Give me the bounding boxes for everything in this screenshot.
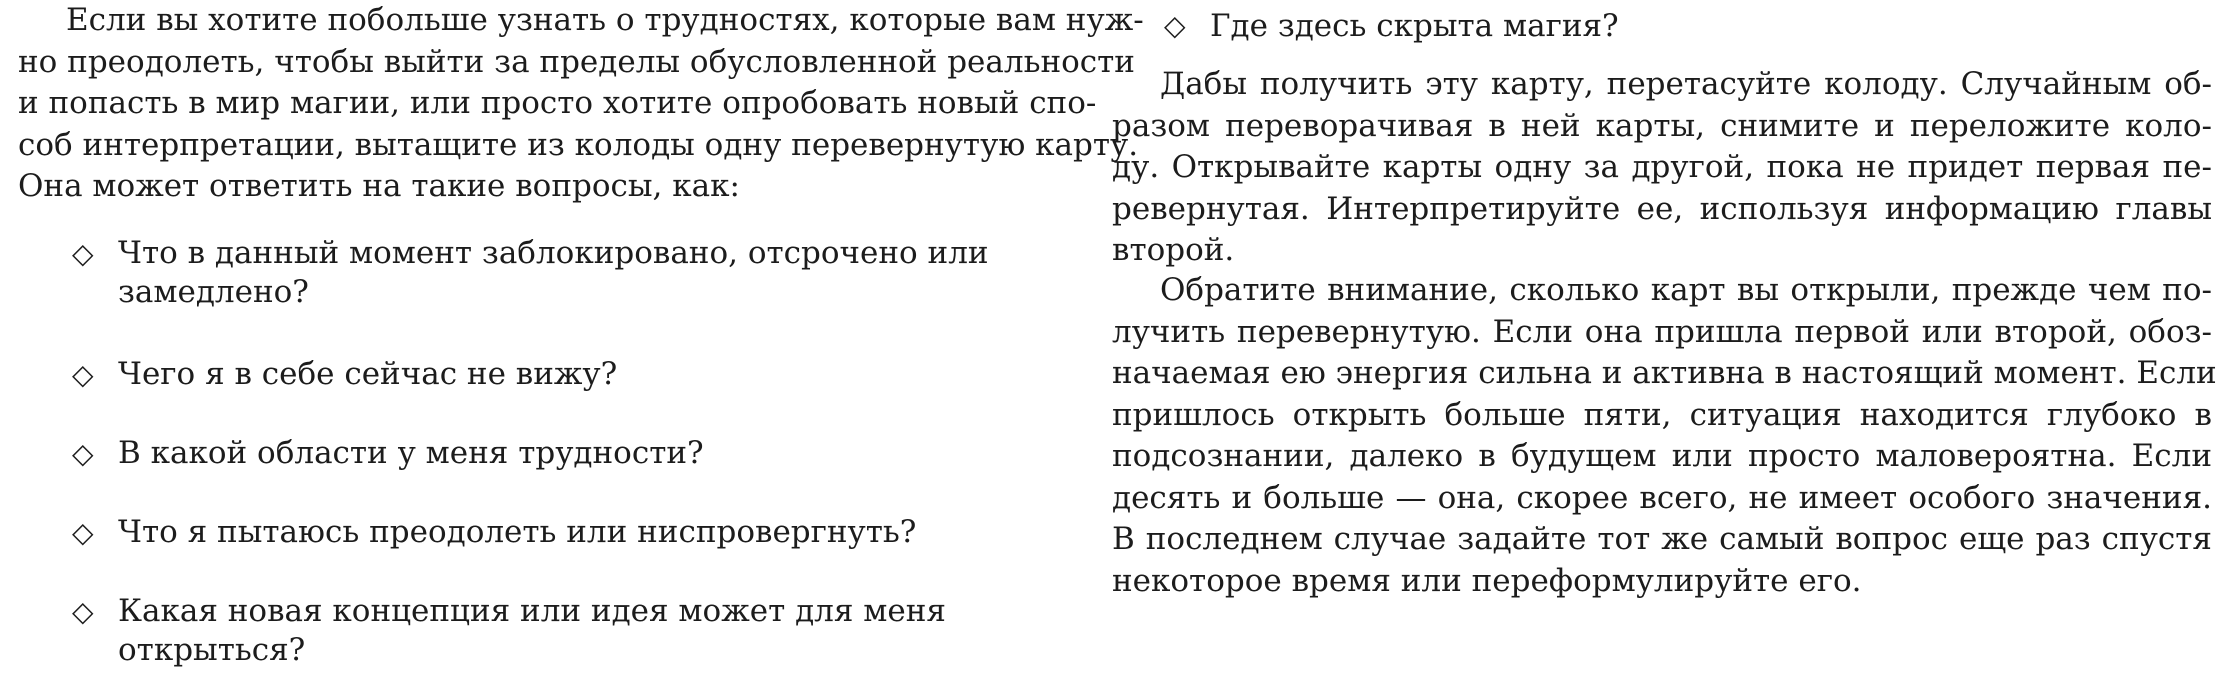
bullet-text <box>118 234 989 312</box>
diamond-bullet-icon: ◇ <box>72 516 94 549</box>
text-line: Если вы хотите побольше узнать о трудностях, которые вам нуж- <box>66 2 1144 38</box>
text-line: но преодолеть, чтобы выйти за пределы обусловленной реальности <box>18 43 1135 80</box>
text-line: и попасть в мир магии, или просто хотите опробовать новый спо- <box>18 85 1097 121</box>
bullet-line: В какой области у меня трудности? <box>118 435 704 471</box>
text-line: Обратите внимание, сколько карт вы открыли, прежде чем по- <box>1160 272 2212 308</box>
text-line: некоторое время или переформулируйте его. <box>1112 562 1862 599</box>
bullet-line: замедлено? <box>118 274 309 310</box>
bullet-text <box>118 434 704 473</box>
text-line: десять и больше — она, скорее всего, не имеет особого значения. <box>1112 479 2212 516</box>
bullet-line: Чего я в себе сейчас не вижу? <box>118 356 618 392</box>
intro-paragraph <box>18 0 1144 208</box>
text-line: начаемая ею энергия сильна и активна в настоящий момент. Если <box>1112 355 2217 391</box>
bullet-line: Какая новая концепция или идея может для меня <box>118 593 946 629</box>
diamond-bullet-icon: ◇ <box>72 358 94 391</box>
bullet-line: Что в данный момент заблокировано, отсрочено или <box>118 235 989 271</box>
diamond-bullet-icon: ◇ <box>72 437 94 470</box>
text-line: ревернутая. Интерпретируйте ее, используя информацию главы <box>1112 190 2212 227</box>
diamond-bullet-icon: ◇ <box>72 237 94 270</box>
bullet-text <box>118 592 946 670</box>
right-page <box>1112 0 2222 696</box>
text-line: Дабы получить эту карту, перетасуйте колоду. Случайным об- <box>1160 66 2212 102</box>
text-line: пришлось открыть больше пяти, ситуация находится глубоко в <box>1112 396 2212 433</box>
bullet-text <box>118 513 916 552</box>
text-line: В последнем случае задайте тот же самый вопрос еще раз спустя <box>1112 521 2212 557</box>
bullet-line: открыться? <box>118 632 306 668</box>
paragraph-interpretation <box>1112 270 2217 602</box>
text-line: лучить перевернутую. Если она пришла первой или второй, обоз- <box>1112 313 2212 350</box>
text-line: ду. Открывайте карты одну за другой, пока не придет первая пе- <box>1112 149 2212 185</box>
text-line: разом переворачивая в ней карты, снимите и переложите коло- <box>1112 107 2212 144</box>
diamond-bullet-icon: ◇ <box>72 595 94 628</box>
bullet-line: Что я пытаюсь преодолеть или ниспровергнуть? <box>118 514 917 550</box>
diamond-bullet-icon: ◇ <box>1164 9 1186 42</box>
bullet-text <box>118 355 617 394</box>
text-line: соб интерпретации, вытащите из колоды одну перевернутую карту. <box>18 126 1139 163</box>
paragraph-instructions <box>1112 64 2212 272</box>
bullet-text: Где здесь скрыта магия? <box>1210 8 1619 44</box>
text-line: второй. <box>1112 232 1235 268</box>
text-line: подсознании, далеко в будущем или просто маловероятна. Если <box>1112 438 2212 474</box>
text-line: Она может ответить на такие вопросы, как: <box>18 168 740 204</box>
